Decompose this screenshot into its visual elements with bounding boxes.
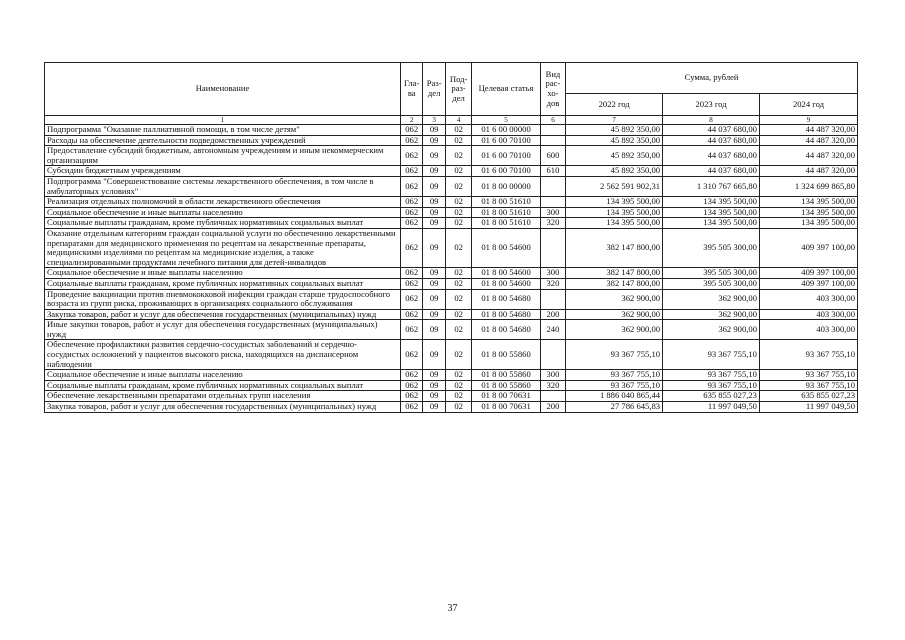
row-section: 09 [423, 309, 445, 320]
column-number: 6 [540, 116, 566, 125]
row-expense-type: 300 [540, 370, 566, 381]
row-subsection: 02 [445, 370, 472, 381]
row-chapter: 062 [400, 278, 422, 289]
row-amount-2023: 362 900,00 [663, 289, 760, 309]
header-target: Целевая статья [472, 63, 540, 116]
row-expense-type [540, 340, 566, 370]
row-subsection: 02 [445, 278, 472, 289]
header-sum: Сумма, рублей [566, 63, 858, 94]
row-section: 09 [423, 380, 445, 391]
row-amount-2023: 134 395 500,00 [663, 197, 760, 208]
row-subsection: 02 [445, 228, 472, 267]
row-amount-2023: 395 505 300,00 [663, 228, 760, 267]
row-subsection: 02 [445, 380, 472, 391]
row-amount-2024: 44 487 320,00 [759, 135, 857, 146]
row-target-article: 01 8 00 51610 [472, 218, 540, 229]
row-amount-2022: 134 395 500,00 [566, 218, 663, 229]
row-expense-type: 600 [540, 146, 566, 166]
header-year-2022: 2022 год [566, 94, 663, 116]
row-expense-type [540, 391, 566, 402]
row-amount-2024: 93 367 755,10 [759, 340, 857, 370]
table-row [45, 146, 858, 166]
row-amount-2023: 362 900,00 [663, 320, 760, 340]
row-target-article: 01 6 00 70100 [472, 146, 540, 166]
row-amount-2022: 93 367 755,10 [566, 380, 663, 391]
column-number: 3 [423, 116, 445, 125]
row-subsection: 02 [445, 176, 472, 196]
row-target-article: 01 8 00 51610 [472, 197, 540, 208]
row-name: Социальные выплаты гражданам, кроме публичных нормативных социальных выплат [45, 380, 401, 391]
row-target-article: 01 8 00 54680 [472, 309, 540, 320]
row-subsection: 02 [445, 391, 472, 402]
row-chapter: 062 [400, 380, 422, 391]
row-section: 09 [423, 340, 445, 370]
row-subsection: 02 [445, 146, 472, 166]
table-row [45, 278, 858, 289]
row-expense-type [540, 197, 566, 208]
row-amount-2024: 11 997 049,50 [759, 402, 857, 413]
row-amount-2022: 45 892 350,00 [566, 125, 663, 136]
header-chapter: Гла-ва [400, 63, 422, 116]
row-amount-2024: 93 367 755,10 [759, 370, 857, 381]
row-amount-2024: 403 300,00 [759, 320, 857, 340]
table-row [45, 268, 858, 279]
row-chapter: 062 [400, 309, 422, 320]
header-year-2024: 2024 год [759, 94, 857, 116]
row-section: 09 [423, 391, 445, 402]
row-section: 09 [423, 268, 445, 279]
header-year-2023: 2023 год [663, 94, 760, 116]
row-subsection: 02 [445, 268, 472, 279]
table-row [45, 228, 858, 267]
row-expense-type: 300 [540, 268, 566, 279]
row-subsection: 02 [445, 309, 472, 320]
row-amount-2022: 93 367 755,10 [566, 340, 663, 370]
row-name: Обеспечение профилактики развития сердечно-сосудистых заболеваний и сердечно-сосудистых осложнений у пациентов высокого риска, находящихся на диспансерном наблюдении [45, 340, 401, 370]
row-subsection: 02 [445, 197, 472, 208]
row-expense-type: 320 [540, 380, 566, 391]
row-amount-2024: 93 367 755,10 [759, 380, 857, 391]
row-section: 09 [423, 197, 445, 208]
budget-table [44, 62, 858, 413]
row-expense-type: 300 [540, 207, 566, 218]
row-name: Социальное обеспечение и иные выплаты населению [45, 268, 401, 279]
row-amount-2023: 395 505 300,00 [663, 268, 760, 279]
row-amount-2024: 134 395 500,00 [759, 197, 857, 208]
row-name: Реализация отдельных полномочий в области лекарственного обеспечения [45, 197, 401, 208]
row-expense-type [540, 228, 566, 267]
row-section: 09 [423, 125, 445, 136]
table-row [45, 340, 858, 370]
row-section: 09 [423, 289, 445, 309]
row-target-article: 01 8 00 54600 [472, 278, 540, 289]
row-amount-2024: 409 397 100,00 [759, 228, 857, 267]
row-chapter: 062 [400, 320, 422, 340]
row-name: Социальные выплаты гражданам, кроме публичных нормативных социальных выплат [45, 218, 401, 229]
row-expense-type [540, 125, 566, 136]
column-number: 5 [472, 116, 540, 125]
row-section: 09 [423, 370, 445, 381]
row-chapter: 062 [400, 370, 422, 381]
row-amount-2023: 44 037 680,00 [663, 146, 760, 166]
row-amount-2022: 362 900,00 [566, 320, 663, 340]
row-chapter: 062 [400, 218, 422, 229]
row-expense-type: 200 [540, 309, 566, 320]
row-amount-2023: 395 505 300,00 [663, 278, 760, 289]
row-section: 09 [423, 146, 445, 166]
table-row [45, 135, 858, 146]
row-chapter: 062 [400, 391, 422, 402]
page-number: 37 [447, 603, 458, 614]
row-chapter: 062 [400, 228, 422, 267]
row-subsection: 02 [445, 135, 472, 146]
row-amount-2023: 635 855 027,23 [663, 391, 760, 402]
row-chapter: 062 [400, 207, 422, 218]
row-amount-2022: 93 367 755,10 [566, 370, 663, 381]
row-amount-2024: 403 300,00 [759, 309, 857, 320]
header-subsection: Под-раз-дел [445, 63, 472, 116]
row-target-article: 01 8 00 54680 [472, 320, 540, 340]
row-amount-2024: 409 397 100,00 [759, 278, 857, 289]
row-name: Подпрограмма "Совершенствование системы лекарственного обеспечения, в том числе в амбулаторных условиях" [45, 176, 401, 196]
row-subsection: 02 [445, 218, 472, 229]
table-row [45, 218, 858, 229]
table-row [45, 207, 858, 218]
row-chapter: 062 [400, 340, 422, 370]
row-amount-2024: 44 487 320,00 [759, 125, 857, 136]
row-amount-2022: 2 562 591 902,31 [566, 176, 663, 196]
table-row [45, 320, 858, 340]
row-expense-type: 610 [540, 166, 566, 177]
table-row [45, 370, 858, 381]
row-name: Закупка товаров, работ и услуг для обеспечения государственных (муниципальных) нужд [45, 402, 401, 413]
row-subsection: 02 [445, 340, 472, 370]
row-name: Подпрограмма "Оказание паллиативной помощи, в том числе детям" [45, 125, 401, 136]
row-amount-2024: 635 855 027,23 [759, 391, 857, 402]
row-chapter: 062 [400, 125, 422, 136]
row-amount-2023: 1 310 767 665,80 [663, 176, 760, 196]
row-target-article: 01 8 00 55860 [472, 380, 540, 391]
row-amount-2023: 11 997 049,50 [663, 402, 760, 413]
row-amount-2024: 1 324 699 865,80 [759, 176, 857, 196]
table-row [45, 166, 858, 177]
row-amount-2023: 134 395 500,00 [663, 218, 760, 229]
row-target-article: 01 6 00 70100 [472, 166, 540, 177]
row-amount-2023: 362 900,00 [663, 309, 760, 320]
row-amount-2022: 27 786 645,83 [566, 402, 663, 413]
row-amount-2022: 362 900,00 [566, 289, 663, 309]
table-row [45, 380, 858, 391]
row-target-article: 01 6 00 00000 [472, 125, 540, 136]
row-chapter: 062 [400, 166, 422, 177]
table-row [45, 402, 858, 413]
table-row [45, 176, 858, 196]
table-row [45, 309, 858, 320]
row-expense-type: 240 [540, 320, 566, 340]
row-expense-type [540, 135, 566, 146]
row-chapter: 062 [400, 176, 422, 196]
row-target-article: 01 8 00 54680 [472, 289, 540, 309]
row-expense-type: 320 [540, 278, 566, 289]
row-amount-2022: 45 892 350,00 [566, 166, 663, 177]
row-amount-2022: 45 892 350,00 [566, 135, 663, 146]
budget-document-page [44, 62, 858, 413]
row-name: Социальное обеспечение и иные выплаты населению [45, 207, 401, 218]
row-name: Социальные выплаты гражданам, кроме публичных нормативных социальных выплат [45, 278, 401, 289]
row-target-article: 01 8 00 54600 [472, 228, 540, 267]
row-amount-2024: 409 397 100,00 [759, 268, 857, 279]
row-amount-2023: 44 037 680,00 [663, 166, 760, 177]
row-subsection: 02 [445, 320, 472, 340]
row-target-article: 01 8 00 55860 [472, 370, 540, 381]
row-name: Расходы на обеспечение деятельности подведомственных учреждений [45, 135, 401, 146]
row-chapter: 062 [400, 289, 422, 309]
row-amount-2024: 403 300,00 [759, 289, 857, 309]
row-section: 09 [423, 218, 445, 229]
row-section: 09 [423, 135, 445, 146]
column-number: 7 [566, 116, 663, 125]
table-row [45, 391, 858, 402]
row-target-article: 01 8 00 54600 [472, 268, 540, 279]
row-name: Социальное обеспечение и иные выплаты населению [45, 370, 401, 381]
row-amount-2024: 44 487 320,00 [759, 166, 857, 177]
row-amount-2023: 93 367 755,10 [663, 370, 760, 381]
row-amount-2024: 44 487 320,00 [759, 146, 857, 166]
table-row [45, 125, 858, 136]
row-name: Оказание отдельным категориям граждан социальной услуги по обеспечению лекарственными препаратами для медицинского применения по рецептам на лекарственные препараты, медицинскими изделиями по рецептам на медицинские изделия, а также специализированными продуктами лечебного питания для детей-инвалидов [45, 228, 401, 267]
header-name: Наименование [45, 63, 401, 116]
row-amount-2023: 93 367 755,10 [663, 340, 760, 370]
row-subsection: 02 [445, 166, 472, 177]
row-expense-type [540, 176, 566, 196]
row-chapter: 062 [400, 197, 422, 208]
header-expense-type: Вид рас-хо-дов [540, 63, 566, 116]
row-amount-2022: 382 147 800,00 [566, 268, 663, 279]
row-expense-type [540, 289, 566, 309]
column-number: 8 [663, 116, 760, 125]
row-chapter: 062 [400, 268, 422, 279]
row-section: 09 [423, 278, 445, 289]
row-section: 09 [423, 207, 445, 218]
row-amount-2023: 44 037 680,00 [663, 125, 760, 136]
row-name: Предоставление субсидий бюджетным, автономным учреждениям и иным некоммерческим организациям [45, 146, 401, 166]
row-amount-2022: 134 395 500,00 [566, 207, 663, 218]
row-expense-type: 200 [540, 402, 566, 413]
column-number: 1 [45, 116, 401, 125]
row-amount-2022: 362 900,00 [566, 309, 663, 320]
column-number: 2 [400, 116, 422, 125]
row-target-article: 01 8 00 70631 [472, 402, 540, 413]
row-subsection: 02 [445, 207, 472, 218]
header-section: Раз-дел [423, 63, 445, 116]
table-row [45, 197, 858, 208]
row-name: Проведение вакцинации против пневмококковой инфекции граждан старше трудоспособного возраста из групп риска, проживающих в организациях социального обслуживания [45, 289, 401, 309]
row-target-article: 01 8 00 00000 [472, 176, 540, 196]
row-name: Субсидии бюджетным учреждениям [45, 166, 401, 177]
row-target-article: 01 8 00 51610 [472, 207, 540, 218]
row-amount-2023: 44 037 680,00 [663, 135, 760, 146]
row-subsection: 02 [445, 289, 472, 309]
row-amount-2023: 134 395 500,00 [663, 207, 760, 218]
column-number: 4 [445, 116, 472, 125]
row-chapter: 062 [400, 135, 422, 146]
column-number: 9 [759, 116, 857, 125]
row-section: 09 [423, 166, 445, 177]
row-chapter: 062 [400, 402, 422, 413]
row-amount-2024: 134 395 500,00 [759, 218, 857, 229]
row-chapter: 062 [400, 146, 422, 166]
row-name: Обеспечение лекарственными препаратами отдельных групп населения [45, 391, 401, 402]
row-section: 09 [423, 320, 445, 340]
row-section: 09 [423, 176, 445, 196]
row-target-article: 01 6 00 70100 [472, 135, 540, 146]
row-amount-2022: 1 886 040 865,44 [566, 391, 663, 402]
table-row [45, 289, 858, 309]
row-section: 09 [423, 228, 445, 267]
row-amount-2022: 134 395 500,00 [566, 197, 663, 208]
row-target-article: 01 8 00 55860 [472, 340, 540, 370]
row-subsection: 02 [445, 402, 472, 413]
row-amount-2023: 93 367 755,10 [663, 380, 760, 391]
row-amount-2024: 134 395 500,00 [759, 207, 857, 218]
row-name: Иные закупки товаров, работ и услуг для обеспечения государственных (муниципальных) нужд [45, 320, 401, 340]
row-name: Закупка товаров, работ и услуг для обеспечения государственных (муниципальных) нужд [45, 309, 401, 320]
row-amount-2022: 382 147 800,00 [566, 278, 663, 289]
row-subsection: 02 [445, 125, 472, 136]
row-target-article: 01 8 00 70631 [472, 391, 540, 402]
row-expense-type: 320 [540, 218, 566, 229]
row-section: 09 [423, 402, 445, 413]
row-amount-2022: 45 892 350,00 [566, 146, 663, 166]
row-amount-2022: 382 147 800,00 [566, 228, 663, 267]
